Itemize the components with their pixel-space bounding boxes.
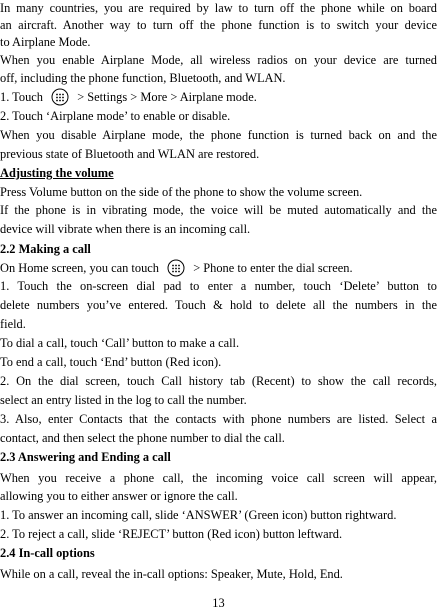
paragraph-line: an aircraft. Another way to turn off the phone function is to switch your device	[0, 18, 437, 32]
paragraph-line: While on a call, reveal the in-call options: Speaker, Mute, Hold, End.	[0, 567, 343, 581]
paragraph-line: 2. To reject a call, slide ‘REJECT’ button (Red icon) button leftward.	[0, 527, 343, 541]
apps-grid-icon	[167, 259, 185, 277]
section-heading: 2.2 Making a call	[0, 242, 91, 256]
paragraph-line: To dial a call, touch ‘Call’ button to make a call.	[0, 336, 240, 350]
paragraph-line: delete numbers you’ve entered. Touch & hold to delete all the numbers in the	[0, 298, 437, 312]
paragraph-line: to Airplane Mode.	[0, 35, 91, 49]
step-text: 1. Touch	[0, 90, 43, 104]
step-text: > Settings > More > Airplane mode.	[77, 90, 257, 104]
paragraph-line: If the phone is in vibrating mode, the voice will be muted automatically and the	[0, 203, 437, 217]
paragraph-line: 3. Also, enter Contacts that the contacts with phone numbers are listed. Select a	[0, 412, 437, 426]
paragraph-line: allowing you to either answer or ignore the call.	[0, 489, 238, 503]
page-number: 13	[212, 596, 225, 610]
paragraph-line: previous state of Bluetooth and WLAN are restored.	[0, 147, 260, 161]
dial-text: > Phone to enter the dial screen.	[193, 261, 353, 275]
paragraph-line: contact, and then select the phone number to dial the call.	[0, 431, 285, 445]
paragraph-line: 2. On the dial screen, touch Call history tab (Recent) to show the call records,	[0, 374, 437, 388]
apps-grid-icon	[51, 88, 69, 106]
paragraph-line: select an entry listed in the log to call the number.	[0, 393, 247, 407]
paragraph-line: device will vibrate when there is an incoming call.	[0, 222, 251, 236]
paragraph-line: 2. Touch ‘Airplane mode’ to enable or disable.	[0, 109, 231, 123]
dial-text: On Home screen, you can touch	[0, 261, 159, 275]
section-heading: 2.4 In-call options	[0, 546, 95, 560]
paragraph-line: To end a call, touch ‘End’ button (Red icon).	[0, 355, 222, 369]
paragraph-line: Press Volume button on the side of the phone to show the volume screen.	[0, 185, 363, 199]
paragraph-line: 1. Touch the on-screen dial pad to enter a number, touch ‘Delete’ button to	[0, 279, 437, 293]
dial-instruction	[0, 260, 437, 278]
paragraph-line: In many countries, you are required by law to turn off the phone while on board	[0, 1, 437, 15]
section-heading: Adjusting the volume	[0, 166, 114, 180]
paragraph-line: field.	[0, 317, 26, 331]
airplane-step-1	[0, 89, 437, 107]
paragraph-line: off, including the phone function, Bluetooth, and WLAN.	[0, 71, 286, 85]
paragraph-line: 1. To answer an incoming call, slide ‘ANSWER’ (Green icon) button rightward.	[0, 508, 397, 522]
paragraph-line: When you disable Airplane mode, the phone function is turned back on and the	[0, 128, 437, 142]
paragraph-line: When you receive a phone call, the incoming voice call screen will appear,	[0, 471, 437, 485]
paragraph-line: When you enable Airplane Mode, all wireless radios on your device are turned	[0, 53, 437, 67]
section-heading: 2.3 Answering and Ending a call	[0, 450, 171, 464]
